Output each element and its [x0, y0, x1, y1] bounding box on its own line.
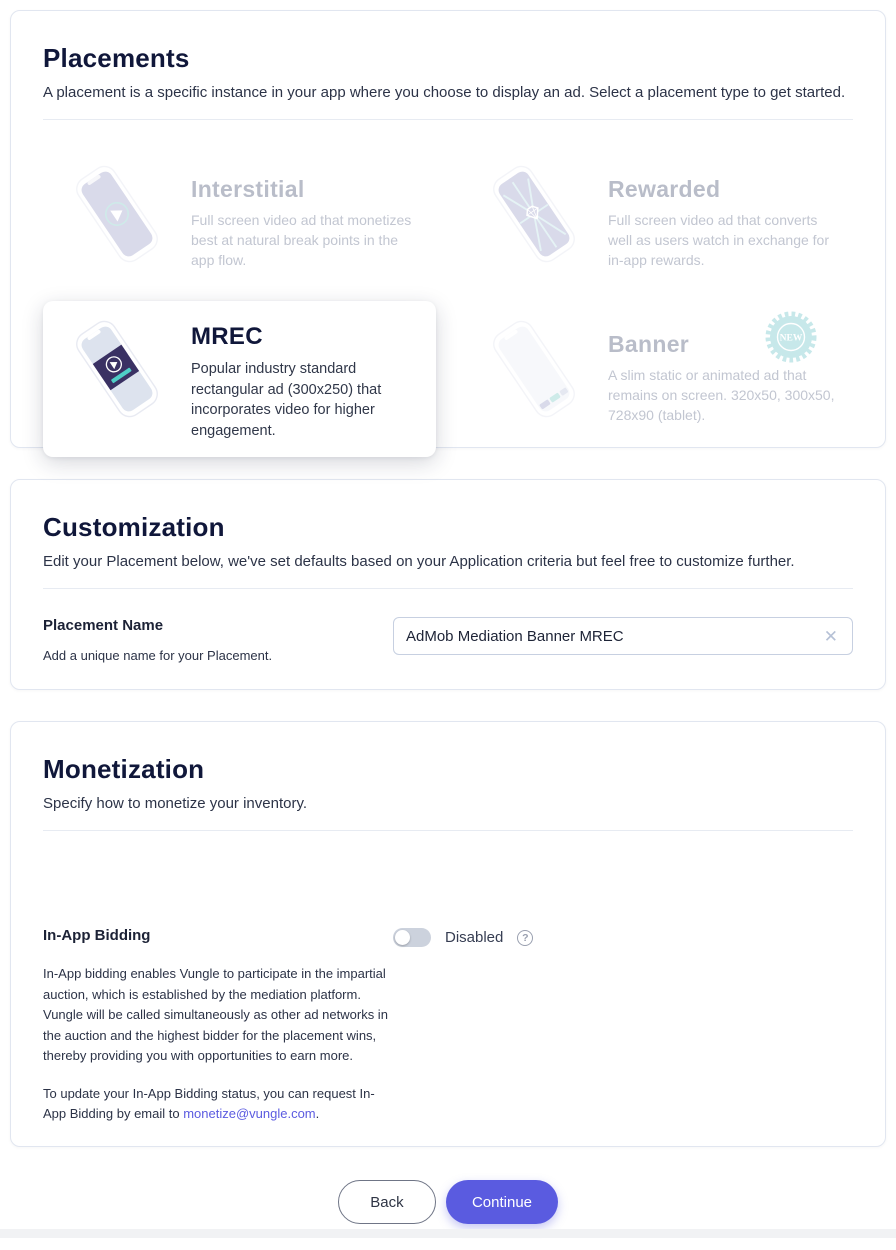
- in-app-bidding-description: In-App bidding enables Vungle to participate in the impartial auction, which is established by the mediation platform. Vungle will be called simultaneously as other ad networks in the auction and the highest bidder for the placement wins, thereby providing you with opportunities to earn more.: [43, 966, 388, 1064]
- placement-type-banner[interactable]: [460, 301, 853, 457]
- interstitial-title: Interstitial: [191, 176, 305, 202]
- banner-phone-icon: [478, 317, 590, 426]
- mrec-description: Popular industry standard rectangular ad (300x250) that incorporates video for higher engagement.: [191, 361, 382, 439]
- rewarded-title: Rewarded: [608, 176, 721, 202]
- interstitial-description: Full screen video ad that monetizes best at natural break points in the app flow.: [191, 212, 412, 268]
- rewarded-text: [608, 162, 835, 271]
- in-app-bidding-status: Disabled: [445, 929, 504, 946]
- placement-type-mrec[interactable]: [43, 301, 436, 457]
- placement-name-labels: [43, 617, 393, 663]
- monetization-description: Specify how to monetize your inventory.: [43, 795, 308, 812]
- in-app-bidding-note: [43, 1084, 393, 1125]
- customization-title: Customization: [43, 512, 225, 542]
- svg-text:NEW: NEW: [779, 333, 803, 344]
- placements-title: Placements: [43, 43, 190, 73]
- in-app-bidding-toggle[interactable]: [393, 928, 431, 947]
- in-app-bidding-controls: [393, 927, 533, 947]
- clear-input-icon[interactable]: ✕: [823, 626, 838, 646]
- rewarded-description: Full screen video ad that converts well as users watch in exchange for in-app rewards.: [608, 212, 829, 268]
- monetization-card: [10, 721, 886, 1147]
- in-app-bidding-label: In-App Bidding: [43, 927, 151, 944]
- in-app-bidding-info: [43, 927, 393, 1125]
- mrec-title: MREC: [191, 323, 263, 350]
- continue-button[interactable]: Continue: [446, 1180, 558, 1224]
- customization-card: [10, 479, 886, 690]
- back-button[interactable]: Back: [338, 1180, 436, 1224]
- help-icon[interactable]: ?: [517, 930, 533, 946]
- placement-name-input[interactable]: [406, 628, 822, 645]
- footer-actions: [10, 1180, 886, 1250]
- toggle-knob: [395, 930, 410, 945]
- note-text-before: To update your In-App Bidding status, you can request In-App Bidding by email to: [43, 1085, 375, 1122]
- placement-name-row: [43, 617, 853, 663]
- mrec-phone-icon: [61, 317, 173, 426]
- placement-type-grid: [43, 146, 853, 457]
- bottom-strip: [0, 1229, 896, 1238]
- interstitial-phone-icon: [61, 162, 173, 271]
- divider: [43, 830, 853, 831]
- in-app-bidding-row: [43, 927, 853, 1125]
- note-text-after: .: [315, 1106, 320, 1122]
- divider: [43, 588, 853, 589]
- placements-description: A placement is a specific instance in your app where you choose to display an ad. Select a placement type to get started.: [43, 84, 846, 101]
- interstitial-text: [191, 162, 418, 271]
- monetization-title: Monetization: [43, 754, 205, 784]
- monetize-email-link[interactable]: monetize@vungle.com: [183, 1106, 316, 1122]
- divider: [43, 119, 853, 120]
- placement-name-input-wrap: [393, 617, 853, 655]
- placement-name-label: Placement Name: [43, 617, 164, 634]
- placement-name-help: Add a unique name for your Placement.: [43, 648, 273, 663]
- new-badge: [765, 311, 817, 363]
- rewarded-phone-icon: [478, 162, 590, 271]
- placements-card: [10, 10, 886, 448]
- placement-type-rewarded[interactable]: [460, 146, 853, 287]
- mrec-text: [191, 317, 418, 441]
- banner-description: A slim static or animated ad that remains on screen. 320x50, 300x50, 728x90 (tablet).: [608, 367, 835, 423]
- placement-type-interstitial[interactable]: [43, 146, 436, 287]
- banner-title: Banner: [608, 331, 690, 357]
- customization-description: Edit your Placement below, we've set defaults based on your Application criteria but feel free to customize further.: [43, 553, 795, 570]
